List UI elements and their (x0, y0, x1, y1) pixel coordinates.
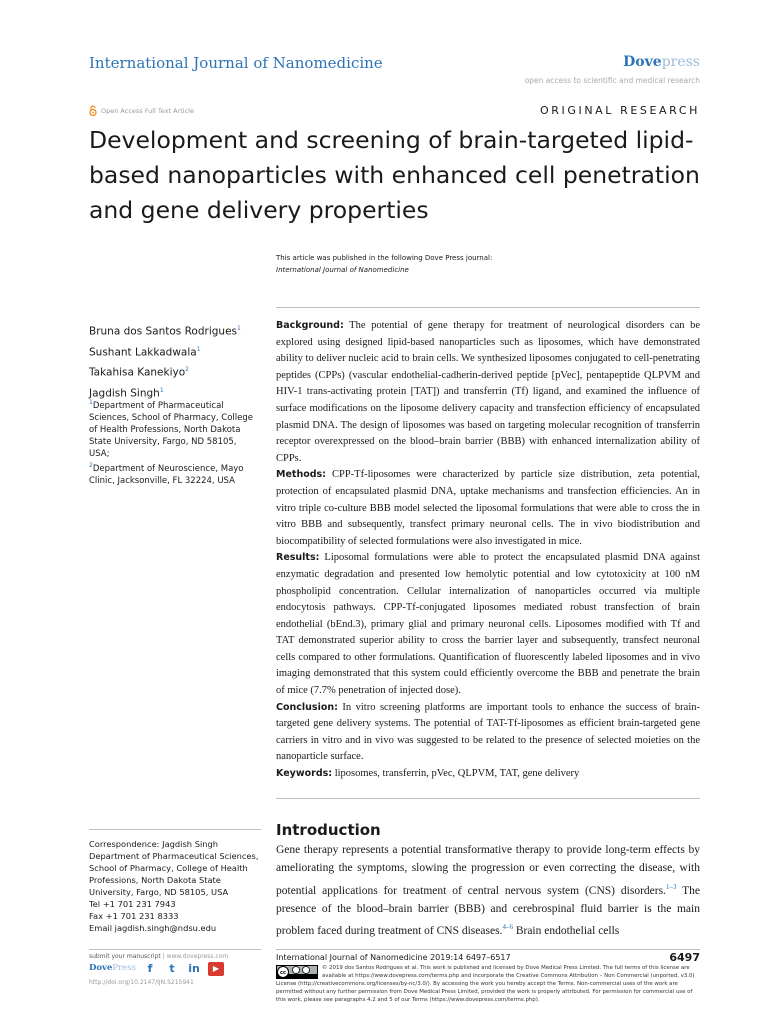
dovepress-footer-logo[interactable]: DovePress (89, 963, 136, 973)
submit-manuscript-link[interactable]: submit your manuscript | www.dovepress.com (89, 953, 229, 960)
facebook-icon[interactable]: f (147, 962, 153, 975)
abstract-methods: Methods: CPP-Tf-liposomes were characterized by particle size distribution, zeta potential, protection of encapsulated plasmid DNA, uptake mechanisms and transfection efficiencies. An in vitro triple co-culture BBB model selected the liposomal formulations that were able to cross the in vitro BBB and subsequently, transfect primary neuronal cells. The in vivo biodistribution and biocompatibility of selected formulations were also investigated in mice. (276, 469, 701, 547)
abstract-top-rule (276, 307, 700, 308)
dovepress-logo[interactable] (623, 54, 700, 70)
page-number: 6497 (669, 951, 700, 964)
youtube-icon[interactable]: ▶ (208, 962, 224, 976)
publication-note-line: This article was published in the following Dove Press journal: (276, 254, 493, 262)
abstract (276, 318, 700, 783)
abstract-bottom-rule (276, 798, 700, 799)
footer-right-rule (276, 949, 700, 950)
introduction-text: Gene therapy represents a potential transformative therapy to provide long-term effects by ameliorating the symptoms, slowing the progression or even correcting the disease, with potential applications for treatment of central nervous system (CNS) disorders.$^{1-3}$ The presence of the blood–brain barrier (BBB) and cerebrospinal fluid barrier is the main problem faced during treatment of CNS diseases.$^{4-6}$ Brain endothelial cells (276, 844, 700, 938)
author[interactable]: Takahisa Kanekiyo$^2$ (89, 366, 189, 379)
linkedin-icon[interactable]: in (188, 962, 200, 975)
license-text: cc © 2019 dos Santos Rodrigues et al. This work is published and licensed by Dove Medical Press Limited. The full terms of this license are available at https://www.dovepress.com/terms.php and incorporate the Creative Commons Attribution – Non Commercial (unported, v3.0) License (http://creativecommons.org/licenses/by-nc/3.0/). By accessing the work you hereby accept the Terms. Non-commercial uses of the work are permitted without any further permission from Dove Medical Press Limited, provided the work is properly attributed. For permission for commercial use of this work, please see paragraphs 4.2 and 5 of our Terms (https://www.dovepress.com/terms.php). (276, 965, 695, 1003)
dovepress-logo-sub: press (661, 54, 700, 70)
dovepress-logo-main: Dove (623, 54, 662, 70)
affiliation: $^1$Department of Pharmaceutical Sciences, School of Pharmacy, College of Health Professions, North Dakota State University, Fargo, ND 58105, USA; (89, 399, 253, 459)
journal-name[interactable]: International Journal of Nanomedicine (89, 54, 383, 72)
publisher-tagline: open access to scientific and medical research (524, 76, 700, 85)
citation-link[interactable]: 1–3 (665, 882, 677, 891)
affiliations (89, 397, 259, 487)
open-access-lock-icon (89, 105, 97, 116)
open-access-label (89, 105, 194, 116)
article-title: Development and screening of brain-targeted lipid-based nanoparticles with enhanced cell penetration and gene delivery properties (89, 126, 700, 224)
abstract-results: Results: Liposomal formulations were able to protect the encapsulated plasmid DNA against enzymatic degradation and presented low hemolytic potential and low cytotoxicity at 100 nM phospholipid concentration. Cellular internalization of nanoparticles occurred via multiple endocytosis pathways. CPP-Tf-conjugated liposomes mediated robust transfection of brain endothelial (bEnd.3), primary glial and primary neuronal cells. Liposomes modified with Tf and TAT demonstrated superior ability to cross the barrier layer and subsequently, transfect neuronal cells compared to other formulations. Quantification of fluorescently labeled liposomes and in vivo imaging demonstrated that this system could efficiently overcome the BBB and penetrate the brain of mice (7.7% penetration of injected dose). (276, 552, 700, 697)
author[interactable]: Bruna dos Santos Rodrigues$^1$ (89, 325, 241, 338)
svg-text:cc: cc (280, 970, 286, 976)
correspondence-rule (89, 829, 261, 830)
twitter-icon[interactable]: t (169, 962, 175, 975)
correspondence-fax: Fax +1 701 231 8333 (89, 911, 179, 921)
footer-citation: International Journal of Nanomedicine 2019:14 6497–6517 (276, 953, 511, 962)
correspondence-name: Correspondence: Jagdish Singh (89, 839, 219, 849)
correspondence-tel: Tel +1 701 231 7943 (89, 899, 176, 909)
author-list (89, 320, 241, 402)
author[interactable]: Jagdish Singh$^1$ (89, 386, 164, 399)
footer-left-rule (89, 949, 261, 950)
abstract-background: Background: The potential of gene therapy for treatment of neurological disorders can be explored using designed lipid-based nanoparticles such as liposomes, which have demonstrated ability to deliver nucleic acid to brain cells. We synthesized liposomes conjugated to cell-penetrating peptides (CPPs) (vascular endothelial-cadherin-derived peptide [pVec], pentapeptide QLPVM and HIV-1 trans-activating protein [TAT]) and transferrin (Tf) ligand, and examined the influence of surface modifications on the liposome delivery capacity and transfection efficiency of encapsulated plasmid DNA. The design of liposomes was based on targeting molecular recognition of transferrin receptor overexpressed on the blood–brain barrier (BBB) with enhanced internalization ability of CPPs. (276, 320, 700, 464)
social-links (142, 962, 224, 976)
doi-link[interactable]: http://doi.org/10.2147/IJN.S215941 (89, 979, 194, 986)
correspondence-address: Department of Pharmaceutical Sciences, School of Pharmacy, College of Health Professions, North Dakota State University, Fargo, ND 58105, USA (89, 851, 259, 897)
abstract-conclusion: Conclusion: In vitro screening platforms are important tools to enhance the success of brain-targeted gene delivery systems. The potential of TAT-Tf-liposomes as efficient brain-targeted gene carriers in vitro and in vivo was suggested to be related to the presence of selected moieties on the nanoparticle surface. (276, 701, 700, 763)
publication-note (276, 252, 492, 276)
article-type: ORIGINAL RESEARCH (540, 104, 700, 117)
correspondence (89, 838, 264, 934)
citation-link[interactable]: 4–6 (502, 923, 513, 932)
introduction-heading: Introduction (276, 821, 381, 839)
open-access-text: Open Access Full Text Article (101, 106, 194, 115)
affiliation: $^2$Department of Neuroscience, Mayo Clinic, Jacksonville, FL 32224, USA (89, 461, 244, 486)
cc-license-icon[interactable] (276, 965, 318, 979)
author[interactable]: Sushant Lakkadwala$^1$ (89, 345, 201, 358)
publication-note-journal[interactable]: International Journal of Nanomedicine (276, 266, 409, 274)
abstract-keywords: Keywords: liposomes, transferrin, pVec, QLPVM, TAT, gene delivery (276, 768, 580, 780)
correspondence-email[interactable]: Email jagdish.singh@ndsu.edu (89, 923, 217, 933)
